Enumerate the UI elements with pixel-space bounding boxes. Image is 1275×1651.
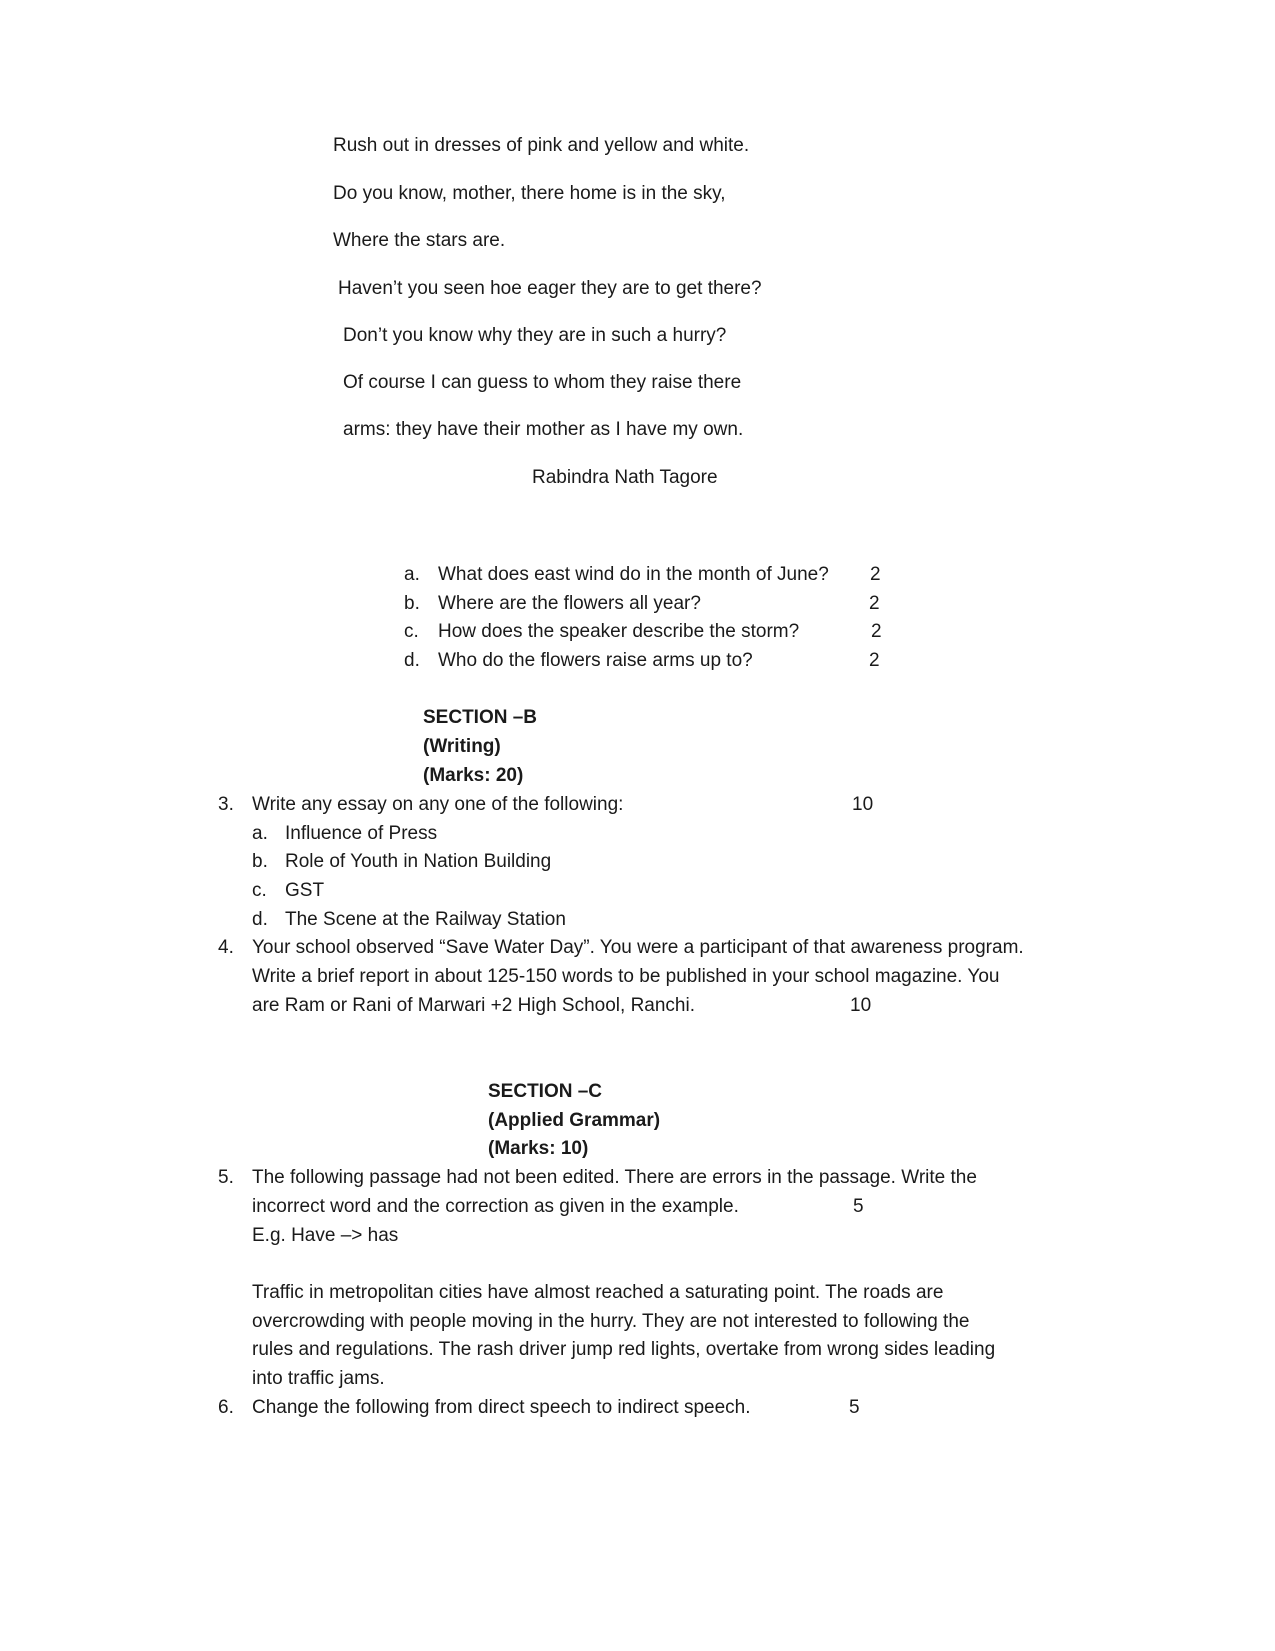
poem-line: Rush out in dresses of pink and yellow and white. [333, 135, 750, 156]
question-marks: 2 [869, 593, 880, 614]
passage-line: into traffic jams. [252, 1368, 385, 1389]
question-line: The following passage had not been edited. There are errors in the passage. Write the [252, 1167, 977, 1188]
question-label: c. [404, 621, 419, 642]
option-text: The Scene at the Railway Station [285, 909, 566, 930]
question-line: incorrect word and the correction as given in the example. [252, 1196, 739, 1217]
question-line: Your school observed “Save Water Day”. You were a participant of that awareness program. [252, 937, 1024, 958]
passage-line: rules and regulations. The rash driver jump red lights, overtake from wrong sides leading [252, 1339, 996, 1360]
option-label: c. [252, 880, 267, 901]
question-number: 6. [218, 1397, 234, 1418]
question-marks: 10 [852, 794, 874, 815]
poem-line: arms: they have their mother as I have my own. [343, 419, 744, 440]
question-number: 5. [218, 1167, 234, 1188]
question-text: Who do the flowers raise arms up to? [438, 650, 753, 671]
passage-line: Traffic in metropolitan cities have almost reached a saturating point. The roads are [252, 1282, 944, 1303]
section-title: SECTION –C [488, 1081, 603, 1102]
section-subtitle: (Applied Grammar) [488, 1110, 661, 1131]
question-marks: 2 [869, 650, 880, 671]
question-line: Write a brief report in about 125-150 words to be published in your school magazine. You [252, 966, 1000, 987]
question-marks: 10 [850, 995, 872, 1016]
poem-line: Don’t you know why they are in such a hurry? [343, 325, 727, 346]
question-label: a. [404, 564, 420, 585]
question-line: are Ram or Rani of Marwari +2 High School, Ranchi. [252, 995, 695, 1016]
poem-author: Rabindra Nath Tagore [532, 467, 718, 488]
poem-line: Of course I can guess to whom they raise there [343, 372, 742, 393]
question-label: d. [404, 650, 420, 671]
section-title: SECTION –B [423, 707, 538, 728]
question-text: What does east wind do in the month of June? [438, 564, 829, 585]
poem-line: Where the stars are. [333, 230, 506, 251]
question-text: How does the speaker describe the storm? [438, 621, 800, 642]
question-marks: 2 [871, 621, 882, 642]
poem-line: Haven’t you seen hoe eager they are to get there? [338, 278, 762, 299]
passage-line: overcrowding with people moving in the hurry. They are not interested to following the [252, 1311, 970, 1332]
question-marks: 5 [853, 1196, 864, 1217]
question-number: 4. [218, 937, 234, 958]
section-marks: (Marks: 10) [488, 1138, 589, 1159]
option-text: Role of Youth in Nation Building [285, 851, 552, 872]
section-subtitle: (Writing) [423, 736, 501, 757]
option-label: b. [252, 851, 268, 872]
example-line: E.g. Have –> has [252, 1225, 399, 1246]
option-label: d. [252, 909, 268, 930]
section-marks: (Marks: 20) [423, 765, 524, 786]
option-text: GST [285, 880, 325, 901]
question-text: Write any essay on any one of the following: [252, 794, 624, 815]
poem-line: Do you know, mother, there home is in the sky, [333, 183, 726, 204]
question-marks: 5 [849, 1397, 860, 1418]
question-marks: 2 [870, 564, 881, 585]
option-text: Influence of Press [285, 823, 438, 844]
question-label: b. [404, 593, 420, 614]
option-label: a. [252, 823, 268, 844]
question-text: Where are the flowers all year? [438, 593, 701, 614]
question-number: 3. [218, 794, 234, 815]
question-text: Change the following from direct speech to indirect speech. [252, 1397, 751, 1418]
